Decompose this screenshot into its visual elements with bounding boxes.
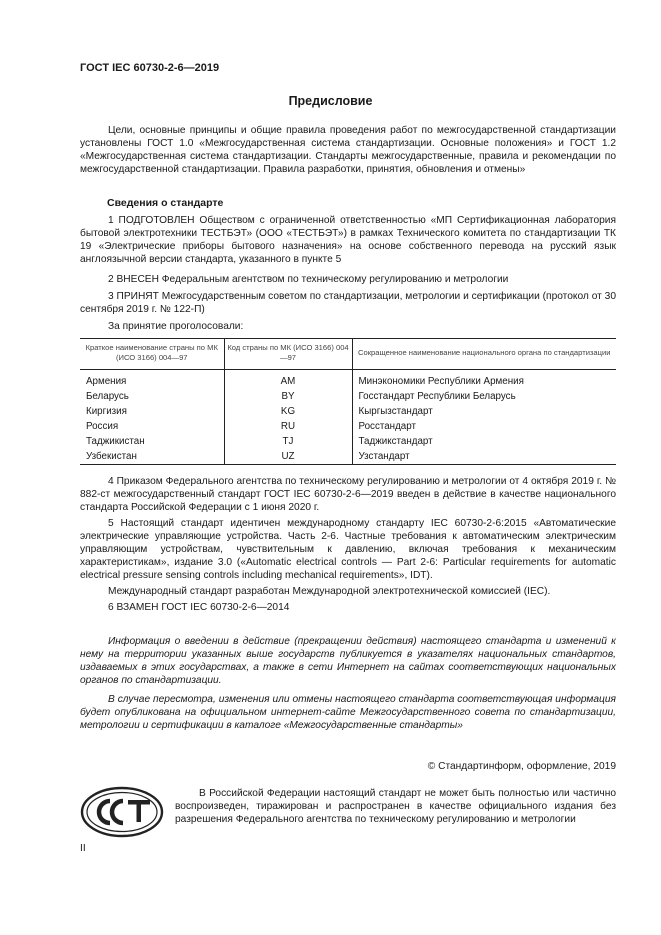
- table-row: [80, 404, 616, 419]
- info-paragraph-2: В случае пересмотра, изменения или отмены настоящего стандарта соответствующая информация будет опубликована на официальном интернет-сайте Межгосударственного совета по стандартизации, метрологии и сертификации в каталоге «Межгосударственные стандарты»: [80, 694, 616, 731]
- page-number: II: [80, 843, 86, 854]
- table-row: [80, 449, 616, 465]
- code-cell: KG: [224, 404, 352, 419]
- code-cell: BY: [224, 389, 352, 404]
- column-header-body: Сокращенное наименование национального органа по стандартизации: [352, 339, 616, 370]
- item-1-paragraph: 1 ПОДГОТОВЛЕН Обществом с ограниченной ответственностью «МП Сертификационная лаборатория бытовой электротехники ТЕСТБЭТ» (ООО «ТЕСТБЭТ») в рамках Технического комитета по стандартизации ТК 19 «Электрические приборы бытового назначения» на основе собственного перевода на русский язык англоязычной версии стандарта, указанного в пункте 5: [80, 215, 616, 265]
- country-cell: Россия: [80, 419, 224, 434]
- copyright-line: © Стандартинформ, оформление, 2019: [427, 761, 616, 772]
- code-cell: RU: [224, 419, 352, 434]
- item-3-paragraph: 3 ПРИНЯТ Межгосударственным советом по стандартизации, метрологии и сертификации (протокол от 30 сентября 2019 г. № 122-П): [80, 291, 616, 315]
- reproduction-notice-text: В Российской Федерации настоящий стандарт не может быть полностью или частично воспроизведен, тиражирован и распространен в качестве официального издания без разрешения Федерального агентства по техническому регулированию и метрологии: [175, 788, 616, 825]
- country-cell: Киргизия: [80, 404, 224, 419]
- country-cell: Беларусь: [80, 389, 224, 404]
- column-header-country: Краткое наименование страны по МК (ИСО 3166) 004—97: [80, 339, 224, 370]
- column-header-code: Код страны по МК (ИСО 3166) 004—97: [224, 339, 352, 370]
- document-header: ГОСТ IEC 60730-2-6—2019: [80, 62, 220, 74]
- body-cell: Минэкономики Республики Армения: [358, 376, 524, 387]
- body-cell: Узстандарт: [352, 449, 616, 465]
- code-cell: TJ: [224, 434, 352, 449]
- page-title: Предисловие: [288, 94, 373, 108]
- item-6-paragraph: 6 ВЗАМЕН ГОСТ IEC 60730-2-6—2014: [108, 602, 290, 613]
- rst-emblem-icon: [80, 786, 164, 838]
- body-cell: Госстандарт Республики Беларусь: [358, 391, 516, 402]
- country-cell: Узбекистан: [80, 449, 224, 465]
- voting-table: [80, 338, 616, 465]
- item-4-paragraph: 4 Приказом Федерального агентства по техническому регулированию и метрологии от 4 октября 2019 г. № 882-ст межгосударственный стандарт ГОСТ IEC 60730-2-6—2019 введен в действие в качестве национального стандарта Российской Федерации с 1 июня 2020 г.: [80, 476, 616, 513]
- code-cell: AM: [224, 370, 352, 390]
- intro-paragraph: Цели, основные принципы и общие правила проведения работ по межгосударственной стандартизации установлены ГОСТ 1.0 «Межгосударственная система стандартизации. Основные положения» и ГОСТ 1.2 «Межгосударственная система стандартизации. Стандарты межгосударственные, правила и рекомендации по межгосударственной стандартизации. Правила разработки, принятия, обновления и отмены»: [80, 125, 616, 175]
- item-5b-paragraph: Международный стандарт разработан Международной электротехнической комиссией (IEC).: [108, 586, 551, 597]
- info-paragraph-1: Информация о введении в действие (прекращении действия) настоящего стандарта и изменений к нему на территории указанных выше государств публикуется в указателях национальных стандартов, издаваемых в этих государствах, а также в сети Интернет на сайтах соответствующих национальных органов по стандартизации.: [80, 636, 616, 686]
- table-row: [80, 389, 616, 404]
- country-cell: Армения: [80, 370, 224, 390]
- table-row: [80, 370, 616, 390]
- table-row: [80, 434, 616, 449]
- body-cell: Росстандарт: [358, 421, 416, 432]
- reproduction-notice: [175, 787, 616, 826]
- code-cell: UZ: [224, 449, 352, 465]
- body-cell: Таджикстандарт: [358, 436, 433, 447]
- vote-label: За принятие проголосовали:: [108, 321, 244, 332]
- item-2-paragraph: 2 ВНЕСЕН Федеральным агентством по техническому регулированию и метрологии: [108, 274, 509, 285]
- section-subtitle: Сведения о стандарте: [107, 197, 224, 209]
- table-row: [80, 419, 616, 434]
- item-5-paragraph: 5 Настоящий стандарт идентичен международному стандарту IEC 60730-2-6:2015 «Автоматические электрические управляющие устройства. Часть 2-6. Частные требования к автоматическим электрическим управляющим устройствам, чувствительным к давлению, включая требования к механическим характеристикам», издание 3.0 («Automatic electrical controls — Part 2-6: Particular requirements for automatic electrical pressure sensing controls including mechanical requirements», IDT).: [80, 518, 616, 581]
- country-cell: Таджикистан: [80, 434, 224, 449]
- body-cell: Кыргызстандарт: [358, 406, 433, 417]
- table-header-row: [80, 339, 616, 370]
